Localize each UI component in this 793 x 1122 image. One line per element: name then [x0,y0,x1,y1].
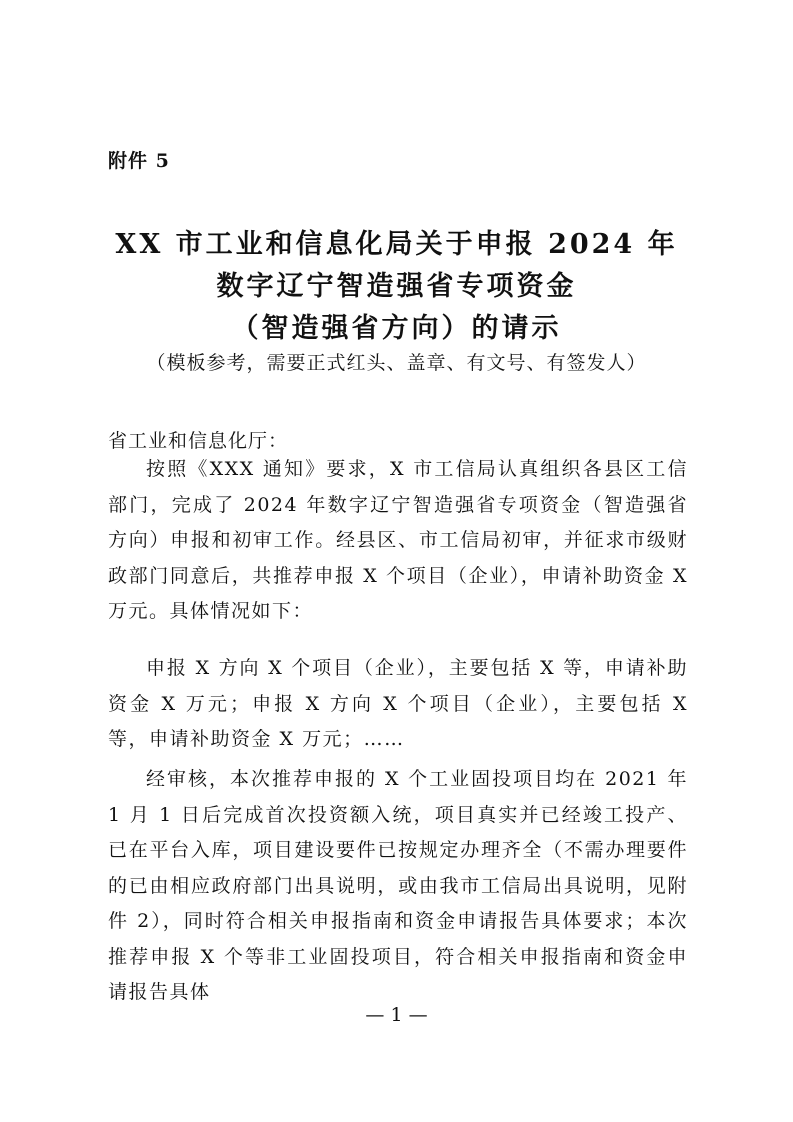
template-note: （模板参考，需要正式红头、盖章、有文号、有签发人） [146,352,647,374]
body-paragraph: 经审核，本次推荐申报的 X 个工业固投项目均在 2021 年 1 月 1 日后完成首次投资额入统，项目真实并已经竣工投产、已在平台入库，项目建设要件已按规定办理齐全（不需办理要件的已由相应政府部门出具说明，或由我市工信局出具说明，见附件 2），同时符合相关申报指南和资金申请报告具体要求；本次推荐申报 X 个等非工业固投项目，符合相关申报指南和资金申请报告具体 [108,768,688,1003]
body-paragraph-1-block [108,452,688,630]
salutation: 省工业和信息化厅： [108,430,289,452]
body-paragraph: 申报 X 方向 X 个项目（企业），主要包括 X 等，申请补助资金 X 万元；申报 X 方向 X 个项目（企业），主要包括 X 等，申请补助资金 X 万元；…… [108,657,688,750]
document-title-line-2: 数字辽宁智造强省专项资金 [216,271,577,302]
document-title-line-1: XX 市工业和信息化局关于申报 2024 年 [115,229,678,260]
page-number: — 1 — [365,1004,428,1026]
body-paragraph: 按照《XXX 通知》要求，X 市工信局认真组织各县区工信部门，完成了 2024 年数字辽宁智造强省专项资金（智造强省方向）申报和初审工作。经县区、市工信局初审，并征求市级财政部门同意后，共推荐申报 X 个项目（企业），申请补助资金 X 万元。具体情况如下： [108,458,688,622]
document-title-line-3: （智造强省方向）的请示 [231,313,562,344]
attachment-label: 附件 5 [108,150,170,172]
body-paragraph-2-block [108,651,688,758]
body-paragraph-3-block [108,762,688,1011]
